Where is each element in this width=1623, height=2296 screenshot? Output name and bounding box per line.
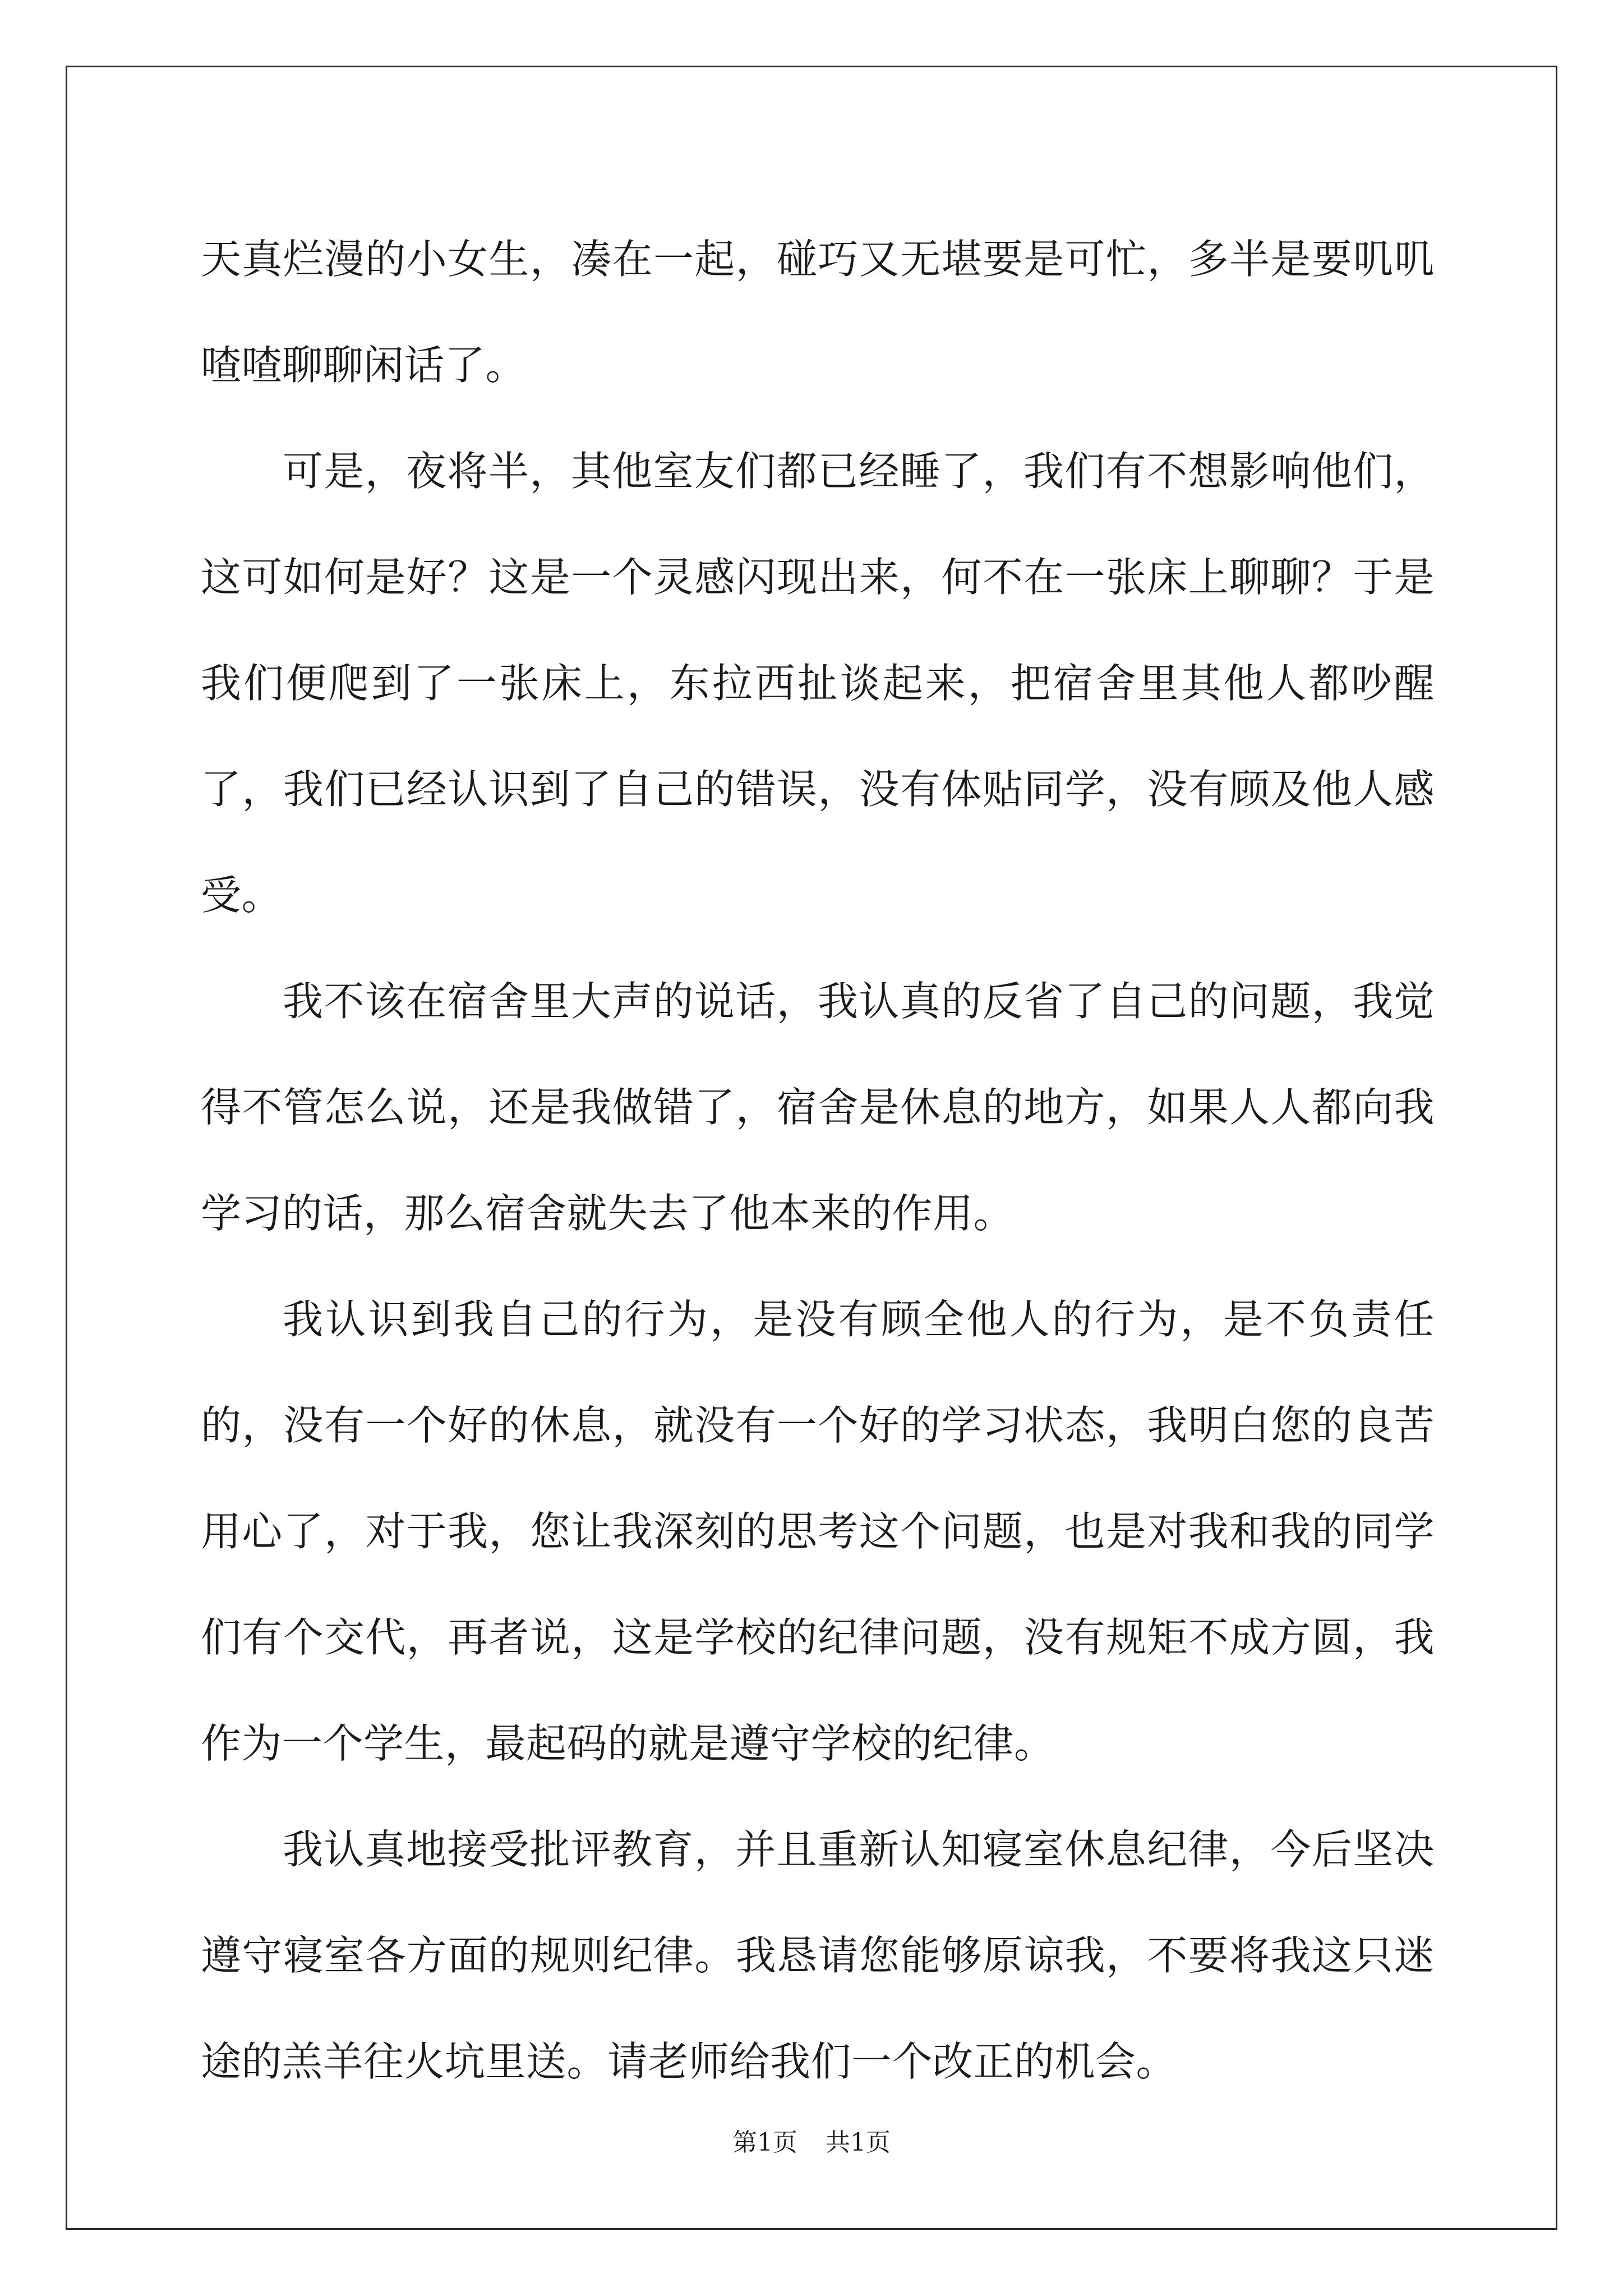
paragraph-3: 我不该在宿舍里大声的说话，我认真的反省了自己的问题，我觉得不管怎么说，还是我做错了，宿舍是休息的地方，如果人人都向我学习的话，那么宿舍就失去了他本来的作用。 <box>201 978 1435 1237</box>
paragraph-1: 天真烂漫的小女生，凑在一起，碰巧又无堪要是可忙，多半是要叽叽喳喳聊聊闲话了。 <box>201 236 1435 389</box>
paragraph-4: 我认识到我自己的行为，是没有顾全他人的行为，是不负责任的，没有一个好的休息，就没有一个好的学习状态，我明白您的良苦用心了，对于我，您让我深刻的思考这个问题，也是对我和我的同学们有个交代，再者说，这是学校的纪律问题，没有规矩不成方圆，我作为一个学生，最起码的就是遵守学校的纪律。 <box>201 1296 1435 1767</box>
paragraph-5: 我认真地接受批评教育，并且重新认知寝室休息纪律，今后坚决遵守寝室各方面的规则纪律。我恳请您能够原谅我，不要将我这只迷途的羔羊往火坑里送。请老师给我们一个改正的机会。 <box>201 1826 1435 2085</box>
page-footer <box>0 2126 1623 2160</box>
page-number-total: 共1页 <box>826 2128 891 2157</box>
paragraph-2: 可是，夜将半，其他室友们都已经睡了，我们有不想影响他们，这可如何是好？这是一个灵感闪现出来，何不在一张床上聊聊？于是我们便爬到了一张床上，东拉西扯谈起来，把宿舍里其他人都吵醒了，我们已经认识到了自己的错误，没有体贴同学，没有顾及他人感受。 <box>201 448 1435 919</box>
page-number-current: 第1页 <box>732 2128 797 2157</box>
document-body <box>201 206 1435 2115</box>
